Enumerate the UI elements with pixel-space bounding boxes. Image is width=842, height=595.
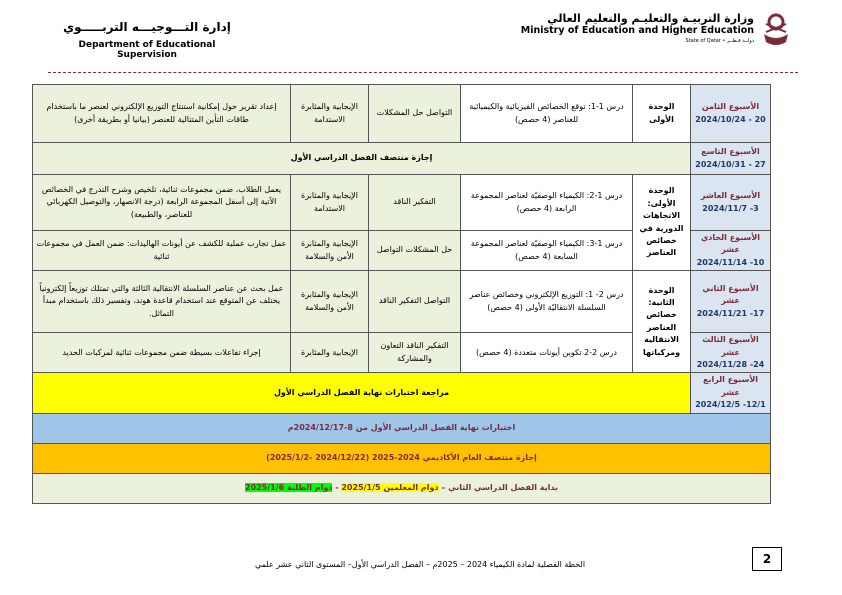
- skill-cell: التفكير الناقد التعاون والمشاركة: [369, 333, 461, 373]
- midterm-break-banner: إجازة منتصف الفصل الدراسي الأول: [33, 143, 691, 175]
- table-row: [33, 473, 771, 503]
- lesson-cell: درس 1-1: توقع الخصائص الفيزيائية والكيميائية للعناصر (4 حصص): [461, 85, 633, 143]
- department-name-ar: إدارة التـــوجيـــه التربـــــوي: [63, 20, 231, 34]
- lesson-cell: درس 1-2: الكيمياء الوصفيّة لعناصر المجموعة الرابعة (4 حصص): [461, 175, 633, 231]
- table-row: [33, 85, 771, 143]
- activity-cell: يعمل الطلاب، ضمن مجموعات ثنائية، تلخيص وشرح التدرج في الخصائص الآتية إلى أسفل المجموعة الرابعة (درجة الانصهار، والتوصيل الكهربائي للعناصر، والطبيعة): [33, 175, 291, 231]
- week-cell: الأسبوع التاسع 27 - 2024/10/31: [691, 143, 771, 175]
- unit-cell: الوحدة الثانية: خصائص العناصر الانتقالية ومركباتها: [633, 271, 691, 373]
- banner-separator: -: [332, 482, 342, 492]
- value-cell: الإيجابية والمثابرة الأمن والسلامة: [291, 271, 369, 333]
- table-row: [33, 175, 771, 231]
- page-footer: الخطة الفصلية لمادة الكيمياء 2024 – 2025م – الفصل الدراسي الأول– المستوى الثاني عشر علمي: [254, 560, 586, 569]
- week-cell: الأسبوع الثاني عشر 17- 2024/11/21: [691, 271, 771, 333]
- review-banner: مراجعة اختبارات نهاية الفصل الدراسي الأول: [33, 373, 691, 413]
- ministry-name-en: Ministry of Education and Higher Education: [520, 25, 754, 36]
- page-number: 2: [752, 547, 782, 571]
- ministry-name-ar: وزارة التربيـة والتعليـم والتعليم العالي: [547, 12, 754, 25]
- header-divider: [48, 72, 798, 73]
- ministry-header: [521, 12, 792, 52]
- semester-start-label: بداية الفصل الدراسي الثاني –: [438, 482, 559, 492]
- department-header: [52, 20, 242, 60]
- value-cell: الإيجابية والمثابرة الاستدامة: [291, 85, 369, 143]
- value-cell: الإيجابية والمثابرة الأمن والسلامة: [291, 231, 369, 271]
- unit-cell: الوحدة الأولى: [633, 85, 691, 143]
- week-cell: الأسبوع العاشر 3- 2024/11/7: [691, 175, 771, 231]
- plan-table: [32, 84, 771, 504]
- week-cell: الأسبوع الثامن 20 - 2024/10/24: [691, 85, 771, 143]
- skill-cell: التواصل التفكير الناقد: [369, 271, 461, 333]
- teachers-start-label: دوام المعلمين 2025/1/5: [341, 482, 439, 492]
- activity-cell: إعداد تقرير حول إمكانية استنتاج التوزيع الإلكتروني لعنصر ما باستخدام طاقات التأين المتتالية للعنصر (بيانيا أو بطريقة أخرى): [33, 85, 291, 143]
- table-row: [33, 413, 771, 443]
- students-start-label: دوام الطلبة 2025/1/6: [244, 482, 333, 492]
- week-cell: الأسبوع الرابع عشر 12/1- 2024/12/5: [691, 373, 771, 413]
- skill-cell: حل المشكلات التواصل: [369, 231, 461, 271]
- semester-start-banner: [33, 473, 771, 503]
- lesson-cell: درس 2- 1: التوزيع الإلكتروني وخصائص عناصر السلسلة الانتقاليّة الأولى (4 حصص): [461, 271, 633, 333]
- table-row: [33, 373, 771, 413]
- table-row: [33, 143, 771, 175]
- activity-cell: إجراء تفاعلات بسيطة ضمن مجموعات ثنائية لمركبات الحديد: [33, 333, 291, 373]
- holiday-banner: إجازة منتصف العام الأكاديمي 2024-2025 (2024/12/22 -2025/1/2): [33, 443, 771, 473]
- department-name-en: Department of Educational Supervision: [78, 40, 216, 60]
- ministry-logo-icon: [760, 12, 792, 52]
- lesson-cell: درس 2-2 تكوين أيونات متعددة (4 حصص): [461, 333, 633, 373]
- unit-cell: الوحدة الأولى: الاتجاهات الدورية في خصائص العناصر: [633, 175, 691, 271]
- skill-cell: التفكير الناقد: [369, 175, 461, 231]
- exams-banner: اختبارات نهاية الفصل الدراسي الأول من 8-2024/12/17م: [33, 413, 771, 443]
- activity-cell: عمل تجارب عملية للكشف عن أيونات الهاليدات: ضمن العمل في مجموعات ثنائية: [33, 231, 291, 271]
- week-cell: الأسبوع الثالث عشر 24- 2024/11/28: [691, 333, 771, 373]
- table-row: [33, 443, 771, 473]
- activity-cell: عمل بحث عن عناصر السلسلة الانتقالية الثالثة والتي تمتلك توزيعاً إلكترونياً يختلف عن المتوقع عند استخدام قاعدة هوند، وتفسير ذلك باستخدام مبدأ التماثل.: [33, 271, 291, 333]
- week-cell: الأسبوع الحادي عشر 10- 2024/11/14: [691, 231, 771, 271]
- table-row: [33, 271, 771, 333]
- value-cell: الإيجابية والمثابرة: [291, 333, 369, 373]
- skill-cell: التواصل حل المشكلات: [369, 85, 461, 143]
- lesson-cell: درس 1-3: الكيمياء الوصفيّة لعناصر المجموعة السابعة (4 حصص): [461, 231, 633, 271]
- state-label: State of Qatar • دولــة قـطــر: [685, 38, 754, 44]
- value-cell: الإيجابية والمثابرة الاستدامة: [291, 175, 369, 231]
